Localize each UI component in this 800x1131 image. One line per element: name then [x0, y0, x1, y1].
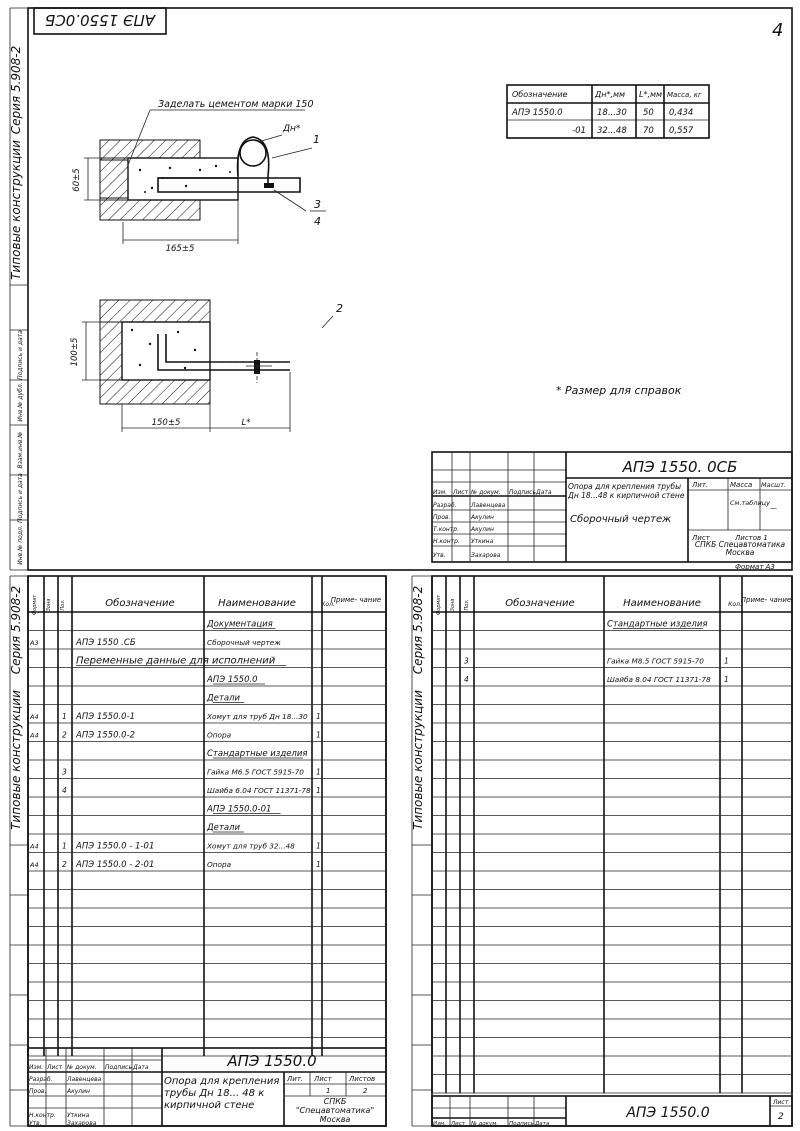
tb-bl-signer-3-role: Н.контр.	[29, 1112, 56, 1119]
tb-top-org: СПКБ Спецавтоматика Москва	[694, 541, 786, 557]
dim-60: 60±5	[72, 168, 82, 192]
br-row-4-name: Шайба 8.04 ГОСТ 11371-78	[607, 675, 711, 684]
title-block-br	[432, 1096, 792, 1127]
callout-1: 1	[313, 133, 320, 146]
bl-header-note: Приме- чание	[330, 596, 382, 604]
tb-top-role-izm: Изм.	[433, 489, 448, 496]
bl-row-7-qty: 1	[316, 730, 321, 740]
tb-br-role-izm: Изм.	[433, 1121, 446, 1127]
bl-row-6-fmt: А4	[30, 713, 39, 721]
drawing-note: Заделать цементом марки 150	[158, 99, 314, 110]
tb-top-mass: Масса	[730, 481, 753, 489]
margin-cell-sign1: Подпись и дата	[17, 473, 24, 523]
br-header-note: Приме- чание	[740, 596, 792, 604]
bl-row-6-name: Хомут для труб Дн 18...30	[207, 712, 308, 721]
tb-bl-org: СПКБ "Спецавтоматика" Москва	[295, 1097, 375, 1124]
tb-bl-sheet: Лист	[314, 1075, 332, 1083]
callout-4: 4	[314, 215, 321, 228]
br-row-3-pos: 3	[464, 656, 469, 666]
title-block-bl	[28, 1048, 386, 1127]
bl-row-10-name: Шайба 6.04 ГОСТ 11371-78	[207, 786, 311, 795]
bl-header-qty: Кол.	[321, 601, 335, 608]
table-row-1-mass: 0,434	[669, 108, 694, 118]
table-row-2-dn: 32...48	[597, 126, 627, 136]
bl-header-pos: Поз.	[60, 599, 66, 611]
tb-bl-role-sign: Подпись	[105, 1064, 132, 1071]
tb-bl-description: Опора для крепления трубы Дн 18... 48 к кирпичной стене	[164, 1076, 280, 1111]
br-header-qty: Кол.	[728, 601, 742, 608]
margin-cell-dubl: Инв.№ дубл.	[17, 382, 24, 422]
bl-row-4-name: АПЭ 1550.0	[207, 675, 258, 685]
tb-top-mass-value: См.таблицу	[730, 499, 770, 507]
bl-row-14-pos: 2	[62, 860, 67, 869]
bl-row-7-pos: 2	[62, 730, 67, 740]
variant-table	[507, 85, 709, 138]
bl-row-7-code: АПЭ 1550.0-2	[76, 730, 136, 741]
bl-row-9-name: Гайка М6.5 ГОСТ 5915-70	[207, 767, 304, 777]
tb-bl-sheets: Листов	[349, 1075, 376, 1083]
br-typical-label: Типовые конструкции	[411, 690, 425, 830]
dn-label: Дн*	[283, 124, 301, 134]
br-row-4-qty: 1	[724, 675, 729, 684]
bl-row-6-code: АПЭ 1550.0-1	[76, 712, 136, 722]
tb-top-scale: Масшт.	[761, 481, 786, 489]
tb-bl-signer-3-name: Уткина	[67, 1112, 90, 1119]
tb-top-signer-1-role: Разраб.	[433, 502, 457, 509]
bottom-left-sheet	[9, 576, 386, 1127]
br-row-3-name: Гайка М8.5 ГОСТ 5915-70	[607, 656, 704, 666]
bl-row-3-code: Переменные данные для исполнений	[76, 655, 276, 667]
table-row-1-dn: 18...30	[597, 108, 627, 118]
tb-top-role-sign: Подпись	[509, 489, 536, 496]
margin-cell-vzam: Взам.инв.№	[17, 431, 24, 469]
tb-bl-lit: Лит.	[287, 1075, 304, 1083]
tb-br-sheet: Лист	[773, 1099, 789, 1106]
table-header-l: L*,мм	[639, 90, 663, 99]
tb-top-doc-type: Сборочный чертеж	[570, 514, 672, 525]
bl-series-label: Серия 5.908-2	[9, 585, 23, 675]
tb-top-sheets: Листов 1	[735, 534, 768, 542]
tb-top-signer-5-name: Захарова	[471, 552, 501, 559]
tb-top-role-list: Лист	[453, 489, 469, 496]
tb-bl-signer-1-role: Разраб.	[29, 1076, 53, 1083]
bl-row-7-name: Опора	[207, 730, 232, 740]
bl-row-13-code: АПЭ 1550.0 - 1-01	[76, 841, 155, 852]
bl-row-13-qty: 1	[316, 841, 321, 851]
tb-top-signer-3-name: Акулин	[471, 526, 494, 533]
margin-cell-sign2: Подпись и дата	[17, 330, 24, 380]
br-row-1-name: Стандартные изделия	[607, 619, 708, 630]
tb-bl-signer-2-role: Пров.	[29, 1088, 47, 1095]
bl-header-name: Наименование	[218, 598, 296, 609]
bl-row-1-name: Документация	[207, 619, 273, 630]
table-header-code: Обозначение	[512, 90, 568, 99]
tb-bl-signer-4-name: Захарова	[67, 1120, 97, 1127]
bl-row-7-fmt: А4	[30, 731, 39, 740]
tb-br-role-doc: № докум.	[471, 1121, 499, 1127]
br-row-4-pos: 4	[464, 675, 469, 684]
tb-bl-signer-1-name: Лавенцева	[67, 1076, 102, 1083]
table-header-dn: Дн*,мм	[595, 90, 626, 99]
bl-row-10-qty: 1	[316, 786, 321, 795]
tb-top-format: Формат А3	[735, 563, 775, 571]
bl-row-2-name: Сборочный чертеж	[207, 638, 281, 647]
br-header-code: Обозначение	[505, 598, 575, 609]
bl-row-14-qty: 1	[316, 860, 321, 869]
tb-top-signer-2-role: Пров.	[433, 514, 451, 521]
tb-bl-role-izm: Изм.	[29, 1064, 44, 1071]
tb-top-signer-4-name: Уткина	[471, 538, 494, 545]
series-label: Серия 5.908-2	[9, 45, 23, 135]
tb-top-sheet: Лист	[692, 534, 710, 542]
dim-150: 150±5	[151, 418, 181, 428]
tb-br-role-sign: Подпись	[509, 1121, 534, 1127]
page-number: 4	[772, 20, 784, 41]
bl-row-8-name: Стандартные изделия	[207, 749, 308, 759]
bl-row-14-code: АПЭ 1550.0 - 2-01	[76, 860, 155, 870]
side-view	[70, 300, 343, 432]
tb-bl-role-list: Лист	[47, 1064, 63, 1071]
margin-cell-inv: Инв.№ подл.	[17, 525, 24, 565]
br-header-name: Наименование	[623, 598, 701, 609]
tb-top-doc-code: АПЭ 1550. 0СБ	[622, 458, 738, 476]
stamp-rotated: АПЭ 1550.0СБ	[44, 11, 156, 29]
table-row-1-code: АПЭ 1550.0	[512, 108, 563, 118]
br-header-format: Формат	[436, 594, 442, 616]
dim-165: 165±5	[165, 244, 195, 254]
tb-bl-doc-code: АПЭ 1550.0	[227, 1052, 317, 1070]
dim-L: L*	[241, 418, 251, 428]
tb-bl-sheet-value: 1	[326, 1087, 331, 1095]
table-header-mass: Масса, кг	[667, 91, 702, 99]
tb-top-signer-2-name: Акулин	[471, 514, 494, 521]
callout-3: 3	[314, 198, 321, 211]
bl-row-13-name: Хомут для труб 32...48	[207, 841, 295, 851]
reference-note: * Размер для справок	[556, 384, 682, 397]
bl-header-code: Обозначение	[105, 598, 175, 609]
bl-row-13-pos: 1	[62, 841, 67, 851]
tb-br-role-list: Лист	[451, 1121, 465, 1127]
bl-row-14-fmt: А4	[30, 861, 39, 869]
tb-bl-sheets-value: 2	[363, 1087, 368, 1095]
bl-row-13-fmt: А4	[30, 842, 39, 851]
tb-top-description: Опора для крепления трубы Дн 18...48 к кирпичной стене	[568, 482, 685, 500]
bl-row-10-pos: 4	[62, 786, 67, 795]
tb-top-signer-3-role: Т.контр.	[433, 526, 460, 533]
bl-row-6-qty: 1	[316, 712, 321, 721]
bl-typical-label: Типовые конструкции	[9, 690, 23, 830]
tb-br-doc-code: АПЭ 1550.0	[626, 1105, 710, 1121]
bl-header-zone: Зона	[46, 598, 52, 612]
table-row-2-l: 70	[643, 126, 654, 136]
bl-row-6-pos: 1	[62, 712, 67, 721]
br-header-pos: Поз.	[464, 599, 470, 611]
bl-header-format: Формат	[32, 594, 38, 616]
top-sheet	[9, 8, 792, 571]
bl-row-2-fmt: А3	[30, 639, 39, 647]
table-row-1-l: 50	[643, 108, 654, 118]
bottom-right-sheet	[411, 576, 792, 1127]
front-view	[72, 99, 326, 254]
callout-2: 2	[336, 302, 343, 315]
dim-100: 100±5	[70, 337, 80, 367]
bl-row-9-qty: 1	[316, 767, 321, 777]
bl-row-14-name: Опора	[207, 860, 232, 869]
bl-row-5-name: Детали	[207, 693, 240, 704]
title-block-top	[432, 452, 792, 571]
tb-top-signer-4-role: Н.контр.	[433, 538, 460, 545]
bl-row-9-pos: 3	[62, 767, 67, 777]
tb-bl-role-date: Дата	[133, 1064, 149, 1071]
tb-top-role-doc: № докум.	[471, 489, 501, 496]
bl-row-12-name: Детали	[207, 823, 240, 833]
br-row-3-qty: 1	[724, 656, 729, 666]
bl-row-11-name: АПЭ 1550.0-01	[207, 804, 272, 815]
table-row-2-code: -01	[572, 126, 586, 136]
tb-bl-signer-2-name: Акулин	[67, 1088, 90, 1095]
tb-top-signer-1-name: Лавенцева	[471, 502, 506, 509]
tb-top-scale-value: —	[770, 504, 777, 512]
tb-bl-role-doc: № докум.	[67, 1064, 97, 1071]
br-series-label: Серия 5.908-2	[411, 585, 425, 675]
table-row-2-mass: 0,557	[669, 126, 694, 136]
tb-br-sheet-value: 2	[778, 1112, 784, 1122]
tb-br-role-date: Дата	[535, 1121, 550, 1127]
tb-top-signer-5-role: Утв.	[433, 552, 446, 559]
br-header-zone: Зона	[450, 598, 456, 612]
tb-top-role-date: Дата	[536, 489, 552, 496]
tb-bl-signer-4-role: Утв.	[29, 1120, 42, 1127]
bl-row-2-code: АПЭ 1550 .СБ	[76, 638, 136, 648]
tb-top-lit: Лит.	[692, 481, 709, 489]
typical-label: Типовые конструкции	[9, 140, 23, 280]
